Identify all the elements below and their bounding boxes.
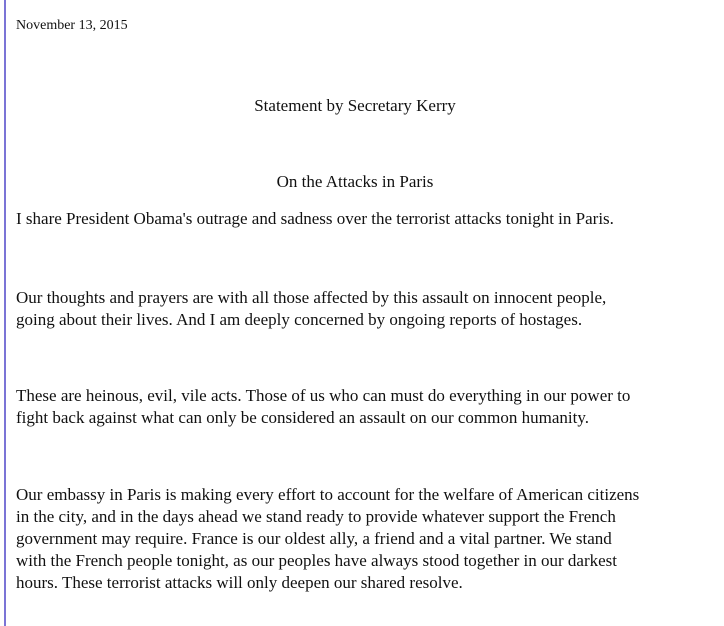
paragraph-line: going about their lives. And I am deeply concerned by ongoing reports of hostages. [16,310,583,329]
paragraph-4 [16,484,716,594]
statement-date: November 13, 2015 [16,18,128,33]
paragraph-line: government may require. France is our oldest ally, a friend and a vital partner. We stand [16,529,612,548]
paragraph-line: with the French people tonight, as our peoples have always stood together in our darkest [16,551,617,570]
paragraph-line: Our embassy in Paris is making every effort to account for the welfare of American citizens [16,485,640,504]
paragraph-3 [16,385,716,429]
paragraph-line: I share President Obama's outrage and sadness over the terrorist attacks tonight in Paris. [16,209,614,228]
paragraph-line: in the city, and in the days ahead we stand ready to provide whatever support the French [16,507,616,526]
paragraph-2 [16,287,716,331]
paragraph-line: fight back against what can only be considered an assault on our common humanity. [16,408,589,427]
paragraph-line: hours. These terrorist attacks will only deepen our shared resolve. [16,573,463,592]
paragraph-line: Our thoughts and prayers are with all those affected by this assault on innocent people, [16,288,607,307]
paragraph-1 [16,208,716,230]
statement-subtitle: On the Attacks in Paris [276,172,434,191]
statement-title: Statement by Secretary Kerry [254,96,456,115]
paragraph-line: These are heinous, evil, vile acts. Those of us who can must do everything in our power to [16,386,631,405]
left-margin-rule [4,0,6,626]
